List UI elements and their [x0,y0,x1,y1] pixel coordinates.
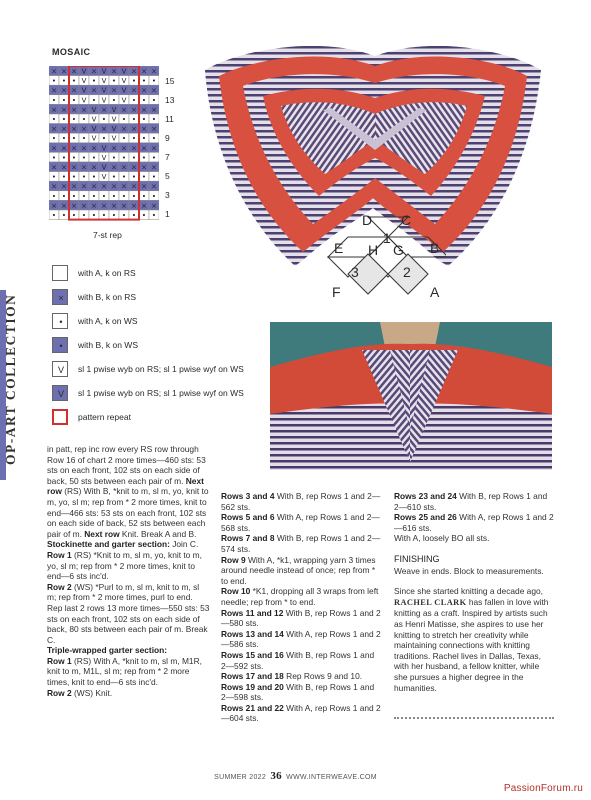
chart-cell-symbol: • [141,134,147,143]
chart-cell-symbol: × [151,182,157,191]
diagram-section-g: G [393,242,404,258]
chart-cell-symbol: × [51,201,57,210]
chart-cell-symbol: × [141,144,147,153]
diagram-shapes [326,212,446,304]
mosaic-chart-grid [49,66,159,221]
chart-cell-symbol: × [151,67,157,76]
chart-cell-symbol: • [131,134,137,143]
chart-cell-symbol: • [151,115,157,124]
chart-cell-symbol: × [151,125,157,134]
chart-cell-symbol: × [131,105,137,114]
chart-cell-symbol: • [81,173,87,182]
chart-cell-symbol: • [151,153,157,162]
chart-cell-symbol: × [151,201,157,210]
chart-row-number: 3 [165,190,170,200]
chart-cell-symbol: × [121,182,127,191]
chart-row-number: 9 [165,133,170,143]
chart-cell-symbol: • [131,96,137,105]
chart-row-number: 13 [165,95,175,105]
chart-cell-symbol: × [141,201,147,210]
chart-cell-symbol: • [81,192,87,201]
chart-cell-symbol: • [61,153,67,162]
chart-cell-symbol: × [101,105,107,114]
bio-divider [394,717,554,719]
chart-cell-symbol: • [141,96,147,105]
chart-row-number: 5 [165,171,170,181]
chart-row-number: 7 [165,152,170,162]
chart-cell-symbol: × [71,67,77,76]
chart-cell-symbol: × [51,144,57,153]
side-tab-label: OP-ART COLLECTION [3,293,18,465]
instruction-label: Stockinette and garter section: [47,539,170,550]
chart-cell-symbol: × [131,201,137,210]
chart-cell-symbol: × [71,105,77,114]
chart-cell-symbol: • [151,77,157,86]
chart-cell-symbol: V [91,105,97,114]
chart-cell-symbol: • [111,173,117,182]
instruction-text: (RS) *Knit to m, sl m, yo, knit to m, yo, sl m; rep from * 2 more times, knit to end—6 sts inc'd. [47,549,202,582]
chart-cell-symbol: • [111,77,117,86]
instruction-text: With A, rep Rows 1 and 2—586 sts. [221,628,381,650]
chart-cell-symbol: × [51,86,57,95]
chart-cell-symbol: • [131,115,137,124]
chart-cell-symbol: V [121,67,127,76]
chart-cell-symbol: • [141,211,147,220]
instruction-text: With B, rep Rows 1 and 2—562 sts. [221,491,381,512]
footer-site: WWW.INTERWEAVE.COM [286,774,377,781]
diagram-label-f: F [332,284,341,300]
legend-label: with B, k on WS [78,340,138,350]
diagram-section-3: 3 [351,264,359,280]
pattern-text-column-3 [394,491,554,693]
legend-symbol: V [57,389,64,399]
chart-cell-symbol: × [81,163,87,172]
chart-cell-symbol: V [91,134,97,143]
chart-cell-symbol: • [121,134,127,143]
instruction-label: Rows 3 and 4 [221,491,275,501]
chart-cell-symbol: • [81,134,87,143]
designer-bio [394,586,554,693]
instruction-label: Rows 21 and 22 [221,702,284,713]
chart-cell-symbol: × [121,125,127,134]
chart-cell-symbol: • [71,115,77,124]
instruction-text: With B, rep Rows 1 and 2—598 sts. [221,681,375,703]
chart-cell-symbol: × [61,163,67,172]
legend-label: pattern repeat [78,412,131,422]
legend-symbol: • [59,341,63,351]
section-side-tab [0,290,34,480]
chart-cell-symbol: × [101,182,107,191]
chart-cell-symbol: V [101,153,107,162]
instruction-text: (RS) With B, *knit to m, sl m, yo, knit to m, yo, sl m; rep from * 2 more times, knit to end—466 sts: 53 sts on each front, 102 sts on each side of back, 52 sts between each pair of m. [47,486,209,539]
legend-swatch [52,289,68,305]
watermark: PassionForum.ru [503,783,583,794]
chart-cell-symbol: × [111,144,117,153]
chart-cell-symbol: V [101,173,107,182]
shawl-worn-photo [270,322,552,470]
chart-cell-symbol: V [121,96,127,105]
chart-cell-symbol: × [131,163,137,172]
chart-cell-symbol: • [141,77,147,86]
chart-cell-symbol: • [91,211,97,220]
instruction-text: With A, rep Rows 1 and 2—568 sts. [221,512,380,533]
chart-cell-symbol: × [61,182,67,191]
chart-cell-symbol: V [101,144,107,153]
chart-cell-symbol: • [91,153,97,162]
chart-cell-symbol: V [121,86,127,95]
chart-cell-symbol: • [151,211,157,220]
chart-cell-symbol: × [151,86,157,95]
finishing-heading: FINISHING [394,553,440,564]
chart-cell-symbol: × [51,163,57,172]
chart-cell-symbol: • [91,173,97,182]
legend-symbol: V [57,365,64,375]
instruction-text: in patt, rep inc row every RS row through Row 16 of chart 2 more times—460 sts: 53 sts on each front, 102 sts on each side of back, 50 sts between each pair of m. [47,444,206,486]
chart-cell-symbol: × [91,163,97,172]
chart-cell-symbol: • [51,192,57,201]
instruction-text: (WS) *Purl to m, sl m, knit to m, sl m; rep from * 2 more times, purl to end. Rep last 2 rows 13 more times—550 sts: 53 sts on each front, 102 sts on each side of back, 80 sts between each pair of m. Break C. [47,581,210,645]
chart-cell-symbol: V [111,134,117,143]
legend-label: sl 1 pwise wyb on RS; sl 1 pwise wyf on WS [78,388,244,398]
chart-cell-symbol: × [141,86,147,95]
legend-label: with B, k on RS [78,292,137,302]
chart-cell-symbol: × [61,86,67,95]
chart-cell-symbol: × [81,182,87,191]
chart-cell-symbol: × [121,201,127,210]
chart-cell-symbol: • [131,192,137,201]
chart-cell-symbol: • [111,153,117,162]
instruction-text: Knit. Break A and B. [119,528,197,539]
chart-cell-symbol: • [121,115,127,124]
instruction-label: Rows 7 and 8 [221,533,275,544]
finishing-text: Weave in ends. Block to measurements. [394,565,544,576]
instruction-text: (RS) With A, *knit to m, sl m, M1R, knit to m, M1L, sl m; rep from * 2 more times, knit to end—6 sts inc'd. [47,655,202,688]
chart-cell-symbol: • [151,173,157,182]
chart-cell-symbol: • [71,211,77,220]
chart-cell-symbol: V [91,125,97,134]
chart-cell-symbol: • [71,77,77,86]
chart-cell-symbol: • [121,211,127,220]
chart-cell-symbol: • [131,173,137,182]
chart-cell-symbol: V [121,77,127,86]
chart-cell-symbol: × [51,182,57,191]
chart-cell-symbol: • [71,96,77,105]
chart-cell-symbol: • [71,192,77,201]
chart-cell-symbol: • [61,173,67,182]
instruction-text: Rep Rows 9 and 10. [283,671,363,682]
page-footer [0,770,591,782]
chart-cell-symbol: • [61,96,67,105]
diagram-label-d: D [362,212,373,228]
chart-cell-symbol: × [141,182,147,191]
chart-cell-symbol: × [101,201,107,210]
chart-cell-symbol: V [81,77,87,86]
chart-cell-symbol: × [61,105,67,114]
chart-cell-symbol: • [111,192,117,201]
chart-cell-symbol: V [81,67,87,76]
chart-cell-symbol: × [51,105,57,114]
bio-body: has fallen in love with knitting as a craft. Inspired by artists such as Henri Matisse, she aspires to use her knitting to stretch her creativity while maintaining connections with knitting traditions. Rachel lives in Dallas, Texas, with her husband, a fellow knitter, while she pursues a higher degree in the humanities. [394,596,549,693]
chart-cell-symbol: × [131,67,137,76]
diagram-label-c: C [401,212,412,228]
legend-label: with A, k on RS [78,268,136,278]
chart-cell-symbol: × [71,86,77,95]
legend-swatch [52,313,68,329]
chart-cell-symbol: × [111,201,117,210]
chart-cell-symbol: • [51,77,57,86]
page-number: 36 [270,770,282,782]
legend-symbol: × [58,293,64,303]
chart-cell-symbol: • [51,96,57,105]
chart-repeat-label: 7-st rep [93,230,122,240]
instruction-text: *K1, dropping all 3 wraps from left needle; rep from * to end. [221,586,379,607]
chart-cell-symbol: × [111,182,117,191]
column-3-rows [394,491,554,544]
chart-cell-symbol: × [151,105,157,114]
chart-cell-symbol: × [71,201,77,210]
chart-cell-symbol: • [151,192,157,201]
instruction-label: Rows 11 and 12 [221,607,284,618]
instruction-label: Rows 25 and 26 [394,512,457,523]
instruction-text: With B, rep Rows 1 and 2—592 sts. [221,649,375,671]
chart-cell-symbol: • [101,115,107,124]
chart-cell-symbol: × [101,125,107,134]
bio-intro: Since she started knitting a decade ago, [394,586,543,597]
diagram-label-b: B [430,240,440,256]
chart-cell-symbol: • [91,77,97,86]
chart-cell-symbol: V [91,115,97,124]
instruction-label: Row 1 [47,655,72,666]
instruction-label: Row 1 [47,549,72,560]
chart-cell-symbol: • [121,192,127,201]
legend-label: sl 1 pwise wyb on RS; sl 1 pwise wyf on WS [78,364,244,374]
chart-cell-symbol: V [101,96,107,105]
legend-swatch [52,409,68,425]
chart-row-number: 1 [165,209,170,219]
chart-cell-symbol: • [151,134,157,143]
chart-cell-symbol: • [101,192,107,201]
instruction-text: With B, rep Rows 1 and 2—574 sts. [221,533,381,554]
chart-cell-symbol: × [71,182,77,191]
chart-cell-symbol: • [51,115,57,124]
instruction-label: Rows 23 and 24 [394,491,457,501]
diagram-label-e: E [334,240,344,256]
chart-cell-symbol: • [51,153,57,162]
chart-cell-symbol: • [141,115,147,124]
legend-swatch [52,337,68,353]
chart-cell-symbol: V [101,163,107,172]
chart-cell-symbol: • [121,173,127,182]
chart-cell-symbol: • [61,134,67,143]
legend-swatch [52,361,68,377]
instruction-text: With A, rep Rows 1 and 2—604 sts. [221,702,381,724]
chart-row-number: 15 [165,76,175,86]
pattern-text-column-2 [221,491,381,724]
chart-cell-symbol: × [91,182,97,191]
chart-cell-symbol: × [131,144,137,153]
chart-cell-symbol: × [91,86,97,95]
legend-swatch [52,265,68,281]
chart-cell-symbol: × [71,144,77,153]
instruction-text: With A, loosely BO all sts. [394,533,490,544]
chart-cell-symbol: • [81,115,87,124]
diagram-section-2: 2 [403,264,411,280]
instruction-text: With A, rep Rows 1 and 2—616 sts. [394,512,554,533]
chart-cell-symbol: × [111,67,117,76]
instruction-label: Rows 15 and 16 [221,649,284,660]
instruction-label: Row 9 [221,554,246,565]
chart-cell-symbol: • [51,173,57,182]
chart-cell-symbol: V [111,115,117,124]
instruction-label: Rows 17 and 18 [221,671,284,682]
chart-cell-symbol: × [141,163,147,172]
diagram-label-a: A [430,284,440,300]
chart-cell-symbol: × [151,144,157,153]
legend-label: with A, k on WS [78,316,138,326]
chart-cell-symbol: • [61,77,67,86]
chart-cell-symbol: × [151,163,157,172]
chart-cell-symbol: × [61,201,67,210]
chart-cell-symbol: V [111,125,117,134]
chart-cell-symbol: × [81,201,87,210]
chart-cell-symbol: • [91,192,97,201]
chart-cell-symbol: • [51,134,57,143]
chart-cell-symbol: • [101,134,107,143]
chart-cell-symbol: • [141,192,147,201]
bio-designer-name: RACHEL CLARK [394,597,467,607]
chart-cell-symbol: • [141,173,147,182]
chart-cell-symbol: × [81,105,87,114]
chart-cell-symbol: × [121,105,127,114]
pattern-text-column-1 [47,444,210,698]
chart-cell-symbol: • [71,134,77,143]
chart-cell-symbol: V [111,105,117,114]
instruction-label: Next row [47,475,204,497]
instruction-text: With A, *k1, wrapping yarn 3 times around needle instead of once; rep from * to end. [221,554,376,586]
instruction-text: With B, rep Rows 1 and 2—610 sts. [394,491,548,512]
diagram-section-1: 1 [383,230,391,246]
chart-cell-symbol: × [71,125,77,134]
instruction-label: Rows 13 and 14 [221,628,284,639]
footer-issue: SUMMER 2022 [214,774,267,781]
chart-cell-symbol: • [111,211,117,220]
chart-cell-symbol: • [111,96,117,105]
chart-cell-symbol: V [101,77,107,86]
chart-cell-symbol: × [111,163,117,172]
chart-cell-symbol: • [91,96,97,105]
instruction-label: Triple-wrapped garter section: [47,645,168,656]
chart-cell-symbol: × [81,144,87,153]
chart-cell-symbol: × [131,125,137,134]
chart-cell-symbol: • [61,211,67,220]
chart-cell-symbol: × [91,201,97,210]
chart-cell-symbol: • [71,173,77,182]
chart-cell-symbol: • [101,211,107,220]
chart-cell-symbol: • [131,153,137,162]
chart-cell-symbol: × [131,86,137,95]
instruction-label: Row 10 [221,586,251,597]
chart-cell-symbol: × [51,125,57,134]
chart-cell-symbol: • [61,115,67,124]
instruction-text: (WS) Knit. [71,687,113,698]
chart-cell-symbol: • [131,211,137,220]
chart-cell-symbol: V [81,96,87,105]
chart-cell-symbol: V [101,86,107,95]
chart-row-number: 11 [165,114,174,124]
chart-cell-symbol: • [81,153,87,162]
legend-swatch [52,385,68,401]
diagram-section-h: H [368,242,379,258]
instruction-text: With B, rep Rows 1 and 2—580 sts. [221,607,381,629]
chart-cell-symbol: × [111,86,117,95]
chart-cell-symbol: × [61,67,67,76]
chart-cell-symbol: • [51,211,57,220]
chart-cell-symbol: • [141,153,147,162]
chart-cell-symbol: × [141,67,147,76]
chart-title: MOSAIC [52,47,91,57]
chart-cell-symbol: • [61,192,67,201]
chart-cell-symbol: • [81,211,87,220]
chart-cell-symbol: V [81,86,87,95]
instruction-label: Rows 19 and 20 [221,681,284,692]
chart-cell-symbol: V [101,67,107,76]
construction-diagram [326,212,446,304]
chart-cell-symbol: • [121,153,127,162]
chart-cell-symbol: × [51,67,57,76]
chart-cell-symbol: • [131,77,137,86]
legend-symbol: • [59,317,63,327]
chart-cell-symbol: × [61,144,67,153]
chart-cell-symbol: × [141,125,147,134]
chart-cell-symbol: × [71,163,77,172]
chart-cell-symbol: × [91,144,97,153]
chart-cell-symbol: × [131,182,137,191]
chart-cell-symbol: × [81,125,87,134]
chart-cell-symbol: • [151,96,157,105]
instruction-label: Rows 5 and 6 [221,512,275,523]
instruction-label: Row 2 [47,581,72,592]
chart-cell-symbol: × [121,144,127,153]
chart-cell-symbol: × [61,125,67,134]
instruction-text: Join C. [169,539,199,550]
chart-cell-symbol: • [71,153,77,162]
instruction-label: Row 2 [47,687,72,698]
instruction-label: Next row [84,528,120,539]
chart-cell-symbol: × [141,105,147,114]
chart-cell-symbol: × [91,67,97,76]
chart-cell-symbol: × [121,163,127,172]
